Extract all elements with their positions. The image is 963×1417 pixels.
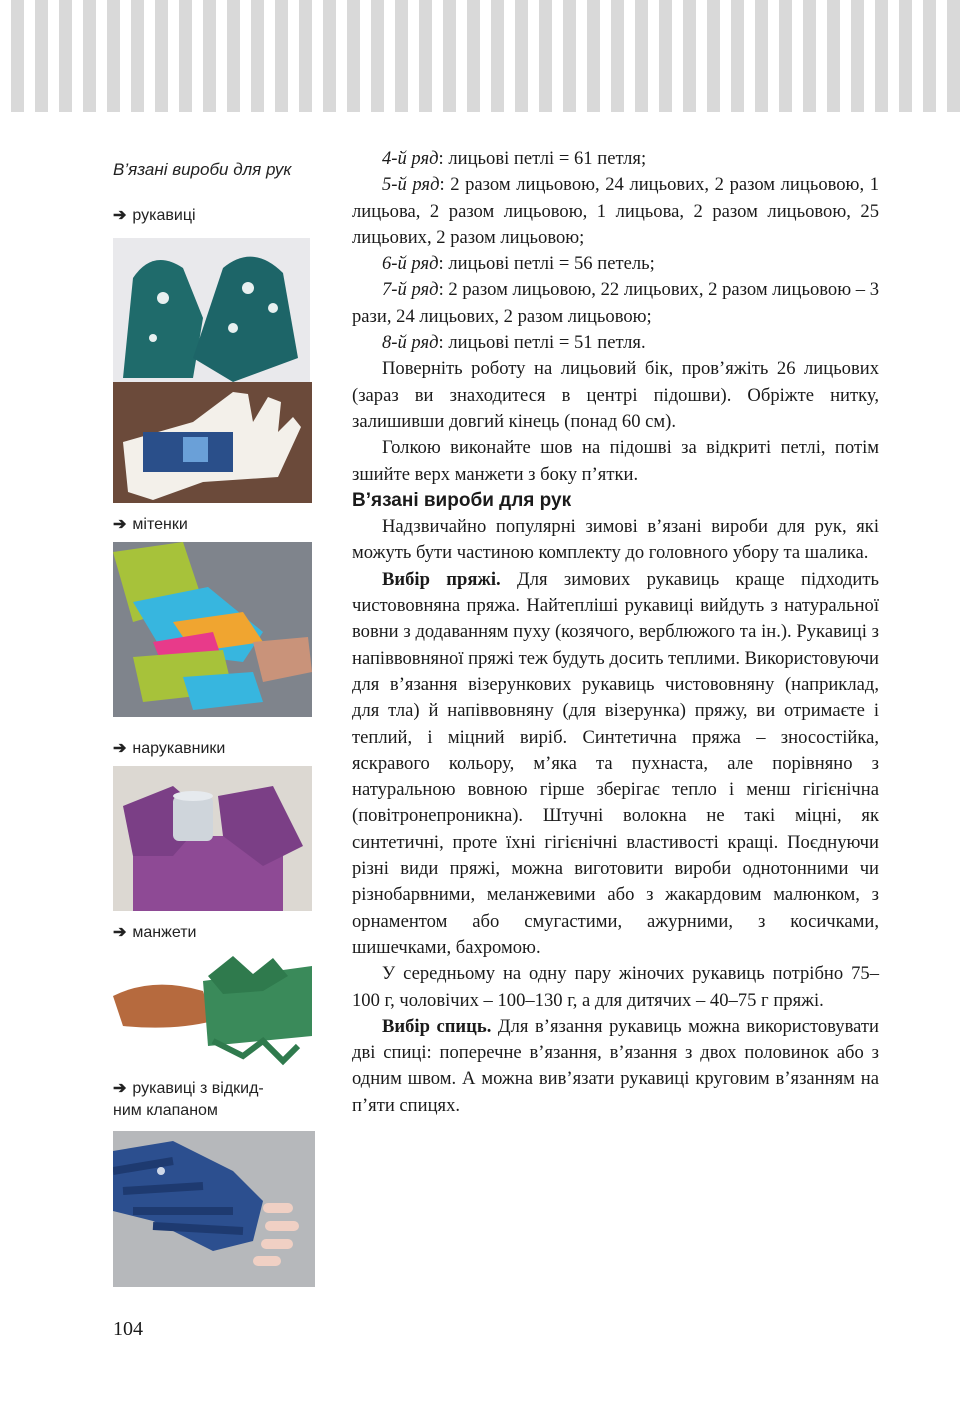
- photo-gloves: [113, 382, 312, 503]
- section-heading: В’язані вироби для рук: [352, 489, 572, 511]
- arrow-icon: ➔: [113, 740, 127, 757]
- caption-cuffs: ➔ манжети: [113, 924, 197, 941]
- caption-fingerless-gloves: ➔ мітенки: [113, 516, 188, 533]
- photo-fingerless-gloves: [113, 542, 312, 717]
- page-number: 104: [113, 1318, 143, 1340]
- turn-work-paragraph: Поверніть роботу на лицьовий бік, пров’яжіть 26 лицьових (зараз ви знаходитеся в центрі підошви). Обріжте нитку, залишивши довгий кінець (понад 60 см).: [352, 358, 879, 432]
- row-6-paragraph: 6-й ряд: лицьові петлі = 56 петель;: [382, 253, 655, 275]
- yarn-choice-paragraph: Вибір пряжі. Для зимових рукавиць краще підходить чистововняна пряжа. Найтепліші рукавиці вийдуть з натуральної вовни з додаванням пуху (козячого, верблюжого та ін.). Рукавиці з напіввовняної пряжі теж будуть досить теплими. Використовуючи для в’язання візерункових рукавиць чистововняну (наприклад, для тла) й напіввовняну (для візерунка) пряжу, ви отримаєте і теплий, і міцний виріб. Синтетична пряжа – зносостійка, яскравого кольору, м’яка та пухнаста, але порівняно з натуральною вовною гірше зберігає тепло і менш гігієнічна (повітронепроникна). Штучні волокна не такі міцні, як синтетичні, проте їхні гігієнічні властивості кращі. Поєднуючи різні види пряжі, можна виготовити вироби однотонними чи різнобарвними, меланжевими або з жакардовим малюнком, з орнаментом або смугастими, ажурними, з косичками, шишечками, бахромою.: [352, 568, 879, 958]
- row-5-paragraph: 5-й ряд: 2 разом лицьовою, 24 лицьових, 2 разом лицьовою, 1 лицьова, 2 разом лицьовою, 1 лицьова, 2 разом лицьовою, 25 лицьових, 2 разом лицьовою;: [352, 174, 879, 248]
- caption-flip-mittens: ➔ рукавиці з відкид- ним клапаном: [113, 1080, 264, 1119]
- average-amount-paragraph: У середньому на одну пару жіночих рукавиць потрібно 75–100 г, чоловічих – 100–130 г, а для дитячих – 40–75 г пряжі.: [352, 963, 879, 1011]
- needle-seam-paragraph: Голкою виконайте шов на підошві за відкриті петлі, потім зшийте верх манжети з боку п’ятки.: [352, 437, 879, 485]
- arrow-icon: ➔: [113, 924, 127, 941]
- caption-mittens: ➔ рукавиці: [113, 207, 196, 224]
- arrow-icon: ➔: [113, 516, 127, 533]
- row-4-paragraph: 4-й ряд: лицьові петлі = 61 петля;: [382, 148, 647, 169]
- row-8-paragraph: 8-й ряд: лицьові петлі = 51 петля.: [382, 332, 646, 354]
- row-7-paragraph: 7-й ряд: 2 разом лицьовою, 22 лицьових, 2 разом лицьовою – 3 рази, 24 лицьових, 2 разом лицьовою;: [352, 279, 879, 327]
- main-text-column: [352, 146, 879, 1119]
- photo-mittens: [113, 238, 310, 382]
- photo-flip-mittens: [113, 1131, 315, 1287]
- photo-arm-warmers: [113, 766, 312, 911]
- sidebar-title: В’язані вироби для рук: [113, 160, 292, 179]
- decorative-stripe-header: [0, 0, 963, 112]
- arrow-icon: ➔: [113, 207, 127, 224]
- photo-cuffs: [113, 946, 312, 1068]
- needles-choice-paragraph: Вибір спиць. Для в’язання рукавиць можна використовувати дві спиці: поперечне в’язання, в’язання з двох половинок або з одним швом. А можна вив’язати рукавиці круговим в’язанням на п’яти спицях.: [352, 1015, 879, 1116]
- caption-arm-warmers: ➔ нарукавники: [113, 740, 226, 757]
- intro-paragraph: Надзвичайно популярні зимові в’язані вироби для рук, які можуть бути частиною комплекту до головного убору та шалика.: [352, 516, 879, 564]
- arrow-icon: ➔: [113, 1080, 127, 1097]
